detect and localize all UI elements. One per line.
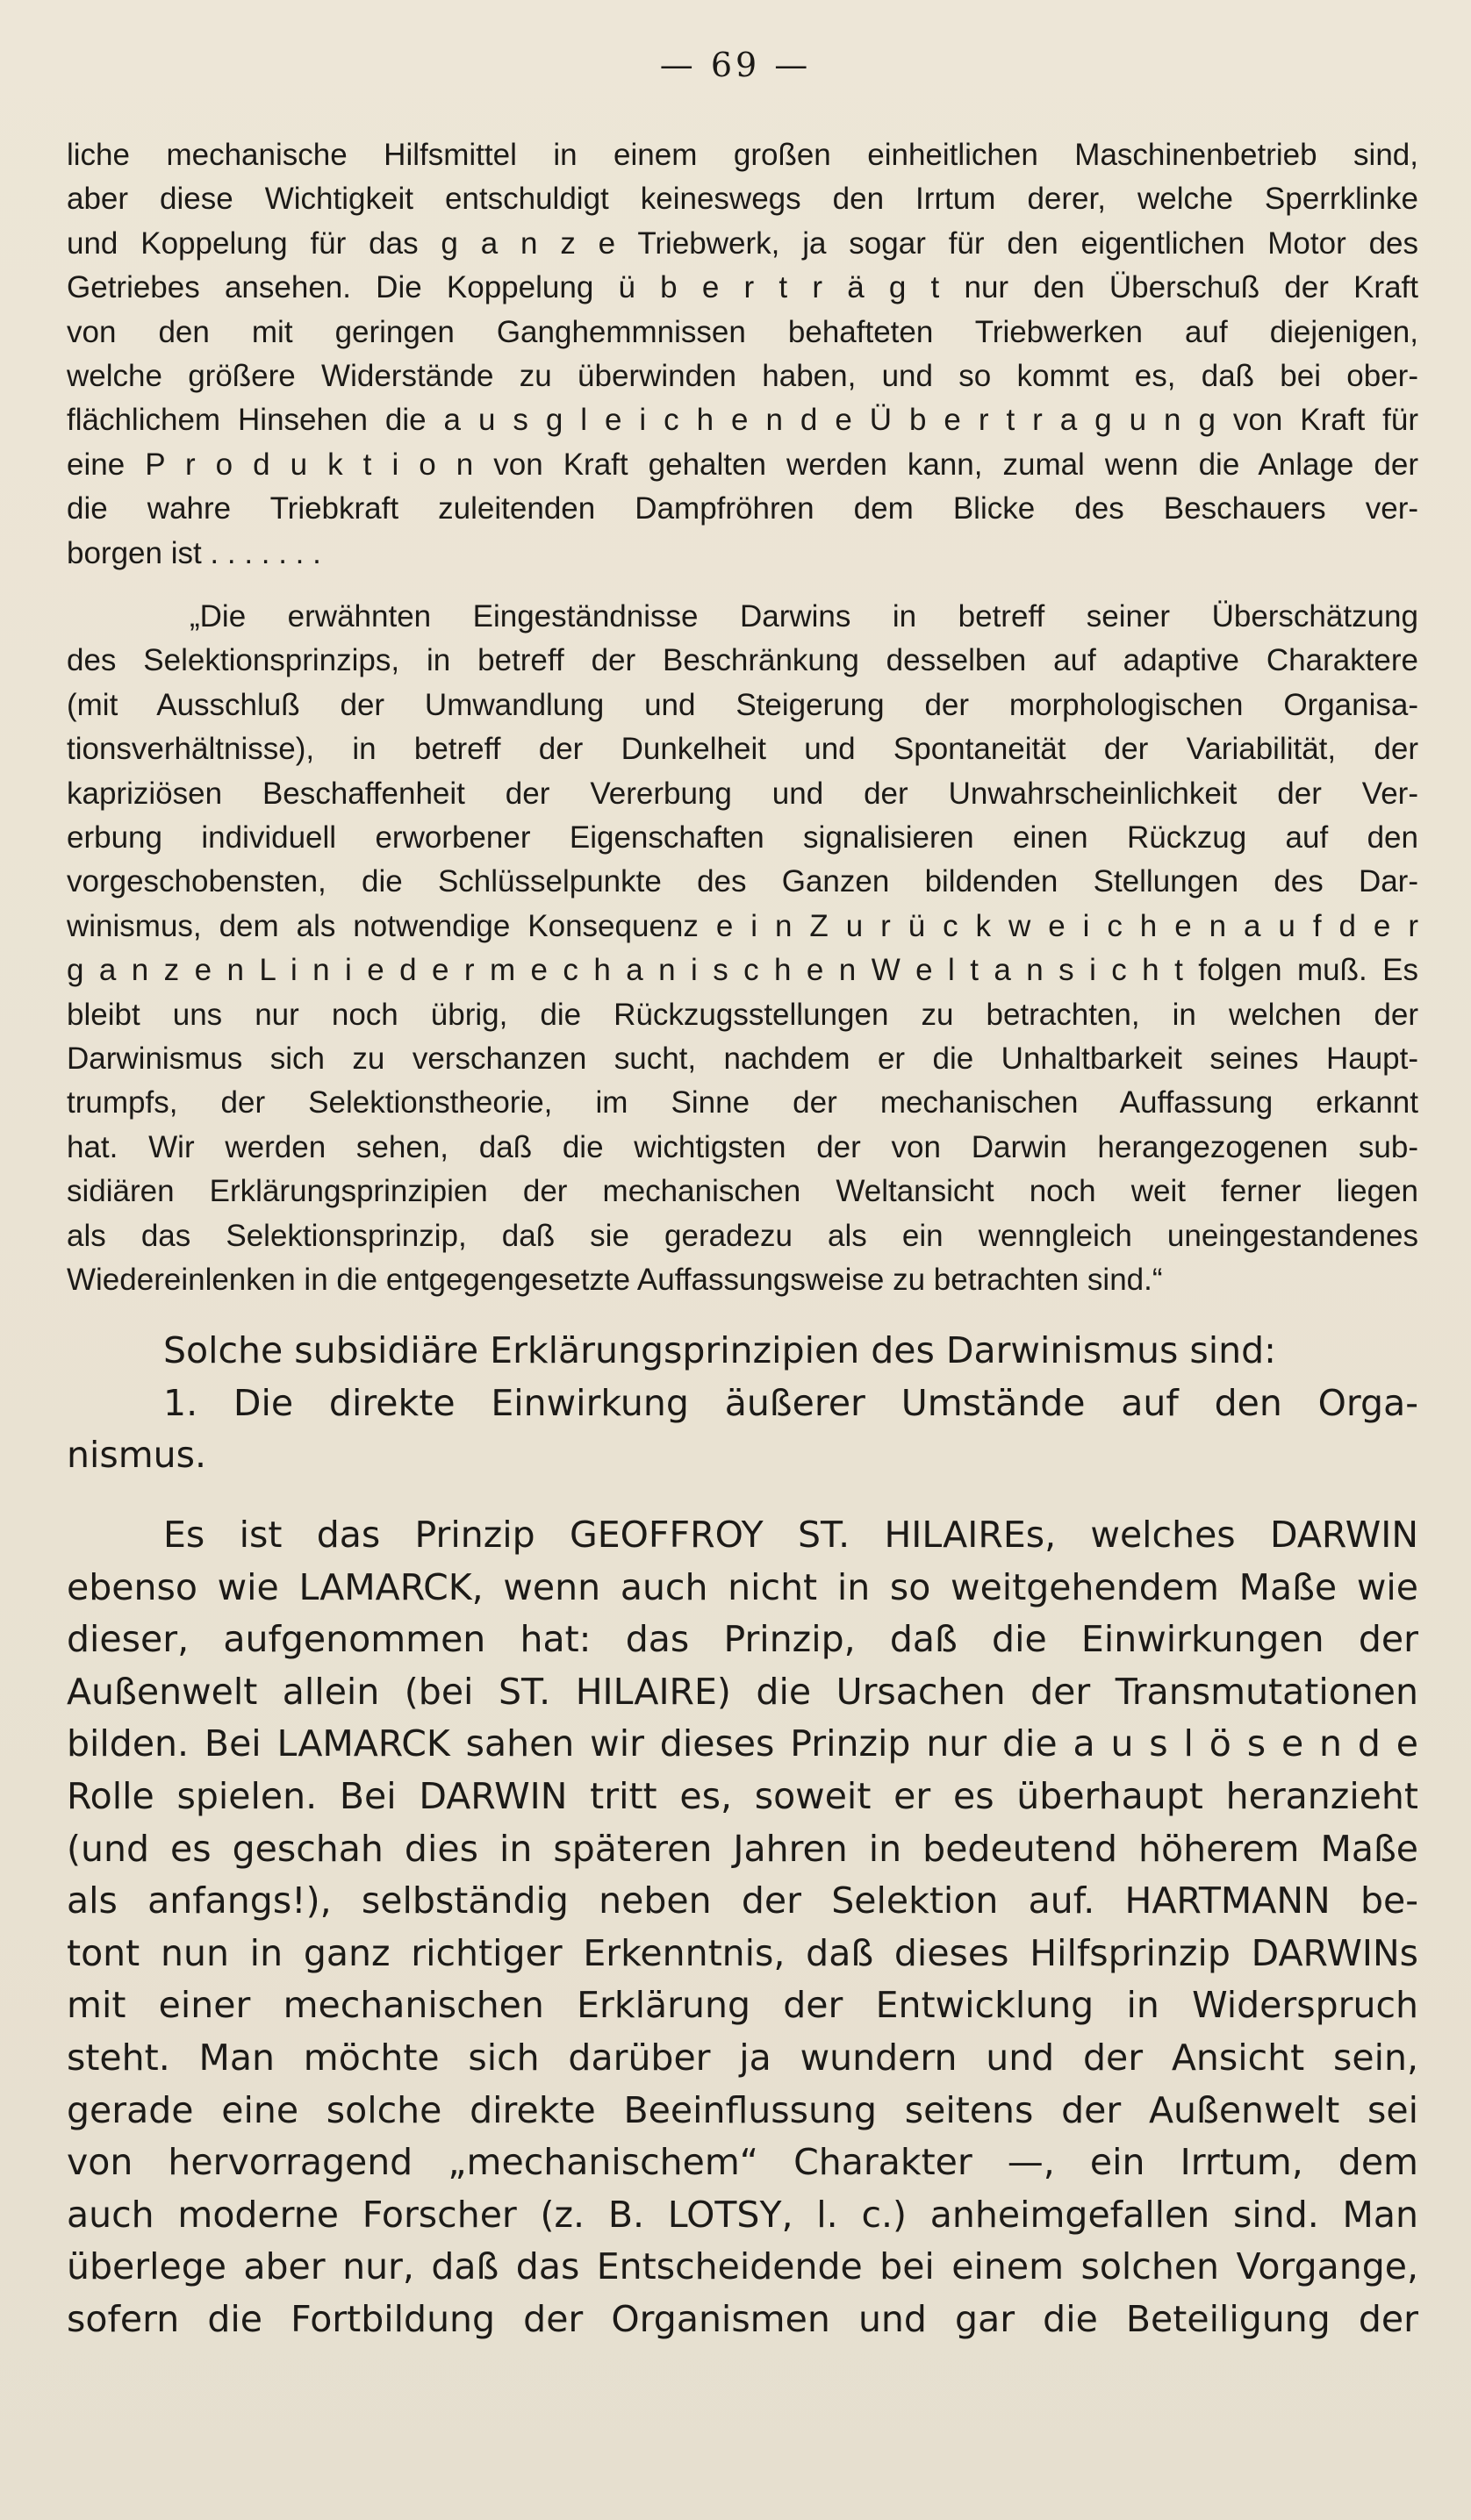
text-line: von den mit geringen Ganghemmnissen behafteten Triebwerken auf diejenigen, <box>67 314 1418 349</box>
text-line: auch moderne Forscher (z. B. LOTSY, l. c.) anheimgefallen sind. Man <box>67 2193 1418 2236</box>
paragraph-3-enumeration <box>67 1325 1418 1482</box>
text-line: (mit Ausschluß der Umwandlung und Steigerung der morphologischen Organisa- <box>67 687 1418 722</box>
text-line: Solche subsidiäre Erklärungsprinzipien des Darwinismus sind: <box>163 1329 1276 1371</box>
text-line: Getriebes ansehen. Die Koppelung ü b e r t r ä g t nur den Überschuß der Kraft <box>67 270 1418 305</box>
text-line: Außenwelt allein (bei ST. HILAIRE) die Ursachen der Transmutationen <box>67 1670 1418 1713</box>
text-line: aber diese Wichtigkeit entschuldigt keineswegs den Irrtum derer, welche Sperrklinke <box>67 182 1418 217</box>
text-line: des Selektionsprinzips, in betreff der Beschränkung desselben auf adaptive Charaktere <box>67 643 1418 678</box>
text-line: 1. Die direkte Einwirkung äußerer Umstände auf den Orga- <box>163 1381 1418 1424</box>
page-number: — 69 — <box>659 46 812 84</box>
text-line: bilden. Bei LAMARCK sahen wir dieses Prinzip nur die a u s l ö s e n d e <box>67 1722 1418 1765</box>
text-line: mit einer mechanischen Erklärung der Entwicklung in Widerspruch <box>67 1984 1418 2027</box>
text-line: gerade eine solche direkte Beeinflussung seitens der Außenwelt sei <box>67 2088 1418 2131</box>
text-line: erbung individuell erworbener Eigenschaften signalisieren einen Rückzug auf den <box>67 820 1418 856</box>
text-line: welche größere Widerstände zu überwinden haben, und so kommt es, daß bei ober- <box>67 359 1418 394</box>
text-line: liche mechanische Hilfsmittel in einem großen einheitlichen Maschinenbetrieb sind, <box>67 138 1418 172</box>
text-line: eine P r o d u k t i o n von Kraft gehalten werden kann, zumal wenn die Anlage der <box>67 447 1418 482</box>
text-line: sidiären Erklärungsprinzipien der mechanischen Weltansicht noch weit ferner liegen <box>67 1174 1418 1209</box>
text-line: g a n z e n L i n i e d e r m e c h a n i s c h e n W e l t a n s i c h t folgen muß. Es <box>67 953 1418 988</box>
text-line: Es ist das Prinzip GEOFFROY ST. HILAIREs, welches DARWIN <box>163 1514 1418 1556</box>
text-line: flächlichem Hinsehen die a u s g l e i c h e n d e Ü b e r t r a g u n g von Kraft für <box>67 403 1418 438</box>
text-line: sofern die Fortbildung der Organismen und gar die Beteiligung der <box>67 2297 1418 2340</box>
text-line: als das Selektionsprinzip, daß sie geradezu als ein wenngleich uneingestandenes <box>67 1218 1418 1253</box>
text-line: die wahre Triebkraft zuleitenden Dampfröhren dem Blicke des Beschauers ver- <box>67 491 1418 526</box>
text-line: ebenso wie LAMARCK, wenn auch nicht in so weitgehendem Maße wie <box>67 1565 1418 1608</box>
text-line: Rolle spielen. Bei DARWIN tritt es, soweit er es überhaupt heranzieht <box>67 1774 1418 1817</box>
text-line: kapriziösen Beschaffenheit der Vererbung und der Unwahrscheinlichkeit der Ver- <box>67 776 1418 811</box>
paragraph-4 <box>67 1509 1418 2346</box>
text-line: winismus, dem als notwendige Konsequenz e i n Z u r ü c k w e i c h e n a u f d e r <box>67 908 1418 943</box>
text-line: Wiedereinlenken in die entgegengesetzte Auffassungsweise zu betrachten sind.“ <box>67 1263 1163 1298</box>
text-line: und Koppelung für das g a n z e Triebwerk, ja sogar für den eigentlichen Motor des <box>67 226 1418 261</box>
text-line: bleibt uns nur noch übrig, die Rückzugsstellungen zu betrachten, in welchen der <box>67 997 1418 1032</box>
text-line: steht. Man möchte sich darüber ja wundern und der Ansicht sein, <box>67 2036 1418 2079</box>
text-line: von hervorragend „mechanischem“ Charakter —, ein Irrtum, dem <box>67 2141 1418 2184</box>
paragraph-1 <box>67 133 1418 576</box>
text-line: Darwinismus sich zu verschanzen sucht, nachdem er die Unhaltbarkeit seines Haupt- <box>67 1042 1418 1077</box>
text-line: dieser, aufgenommen hat: das Prinzip, daß die Einwirkungen der <box>67 1618 1418 1661</box>
text-line: tont nun in ganz richtiger Erkenntnis, daß dieses Hilfsprinzip DARWINs <box>67 1931 1418 1974</box>
text-line: trumpfs, der Selektionstheorie, im Sinne der mechanischen Auffassung erkannt <box>67 1085 1418 1120</box>
text-line: borgen ist . . . . . . . <box>67 535 321 570</box>
text-line: vorgeschobensten, die Schlüsselpunkte des Ganzen bildenden Stellungen des Dar- <box>67 864 1418 899</box>
text-line: „Die erwähnten Eingeständnisse Darwins in betreff seiner Überschätzung <box>190 599 1418 634</box>
text-line: nismus. <box>67 1434 207 1477</box>
paragraph-2-quotation <box>67 595 1418 1303</box>
text-line: überlege aber nur, daß das Entscheidende bei einem solchen Vorgange, <box>67 2245 1418 2288</box>
text-line: als anfangs!), selbständig neben der Selektion auf. HARTMANN be- <box>67 1879 1418 1922</box>
text-line: (und es geschah dies in späteren Jahren in bedeutend höherem Maße <box>67 1827 1418 1870</box>
text-line: tionsverhältnisse), in betreff der Dunkelheit und Spontaneität der Variabilität, der <box>67 732 1418 767</box>
text-line: hat. Wir werden sehen, daß die wichtigsten der von Darwin herangezogenen sub- <box>67 1129 1418 1164</box>
